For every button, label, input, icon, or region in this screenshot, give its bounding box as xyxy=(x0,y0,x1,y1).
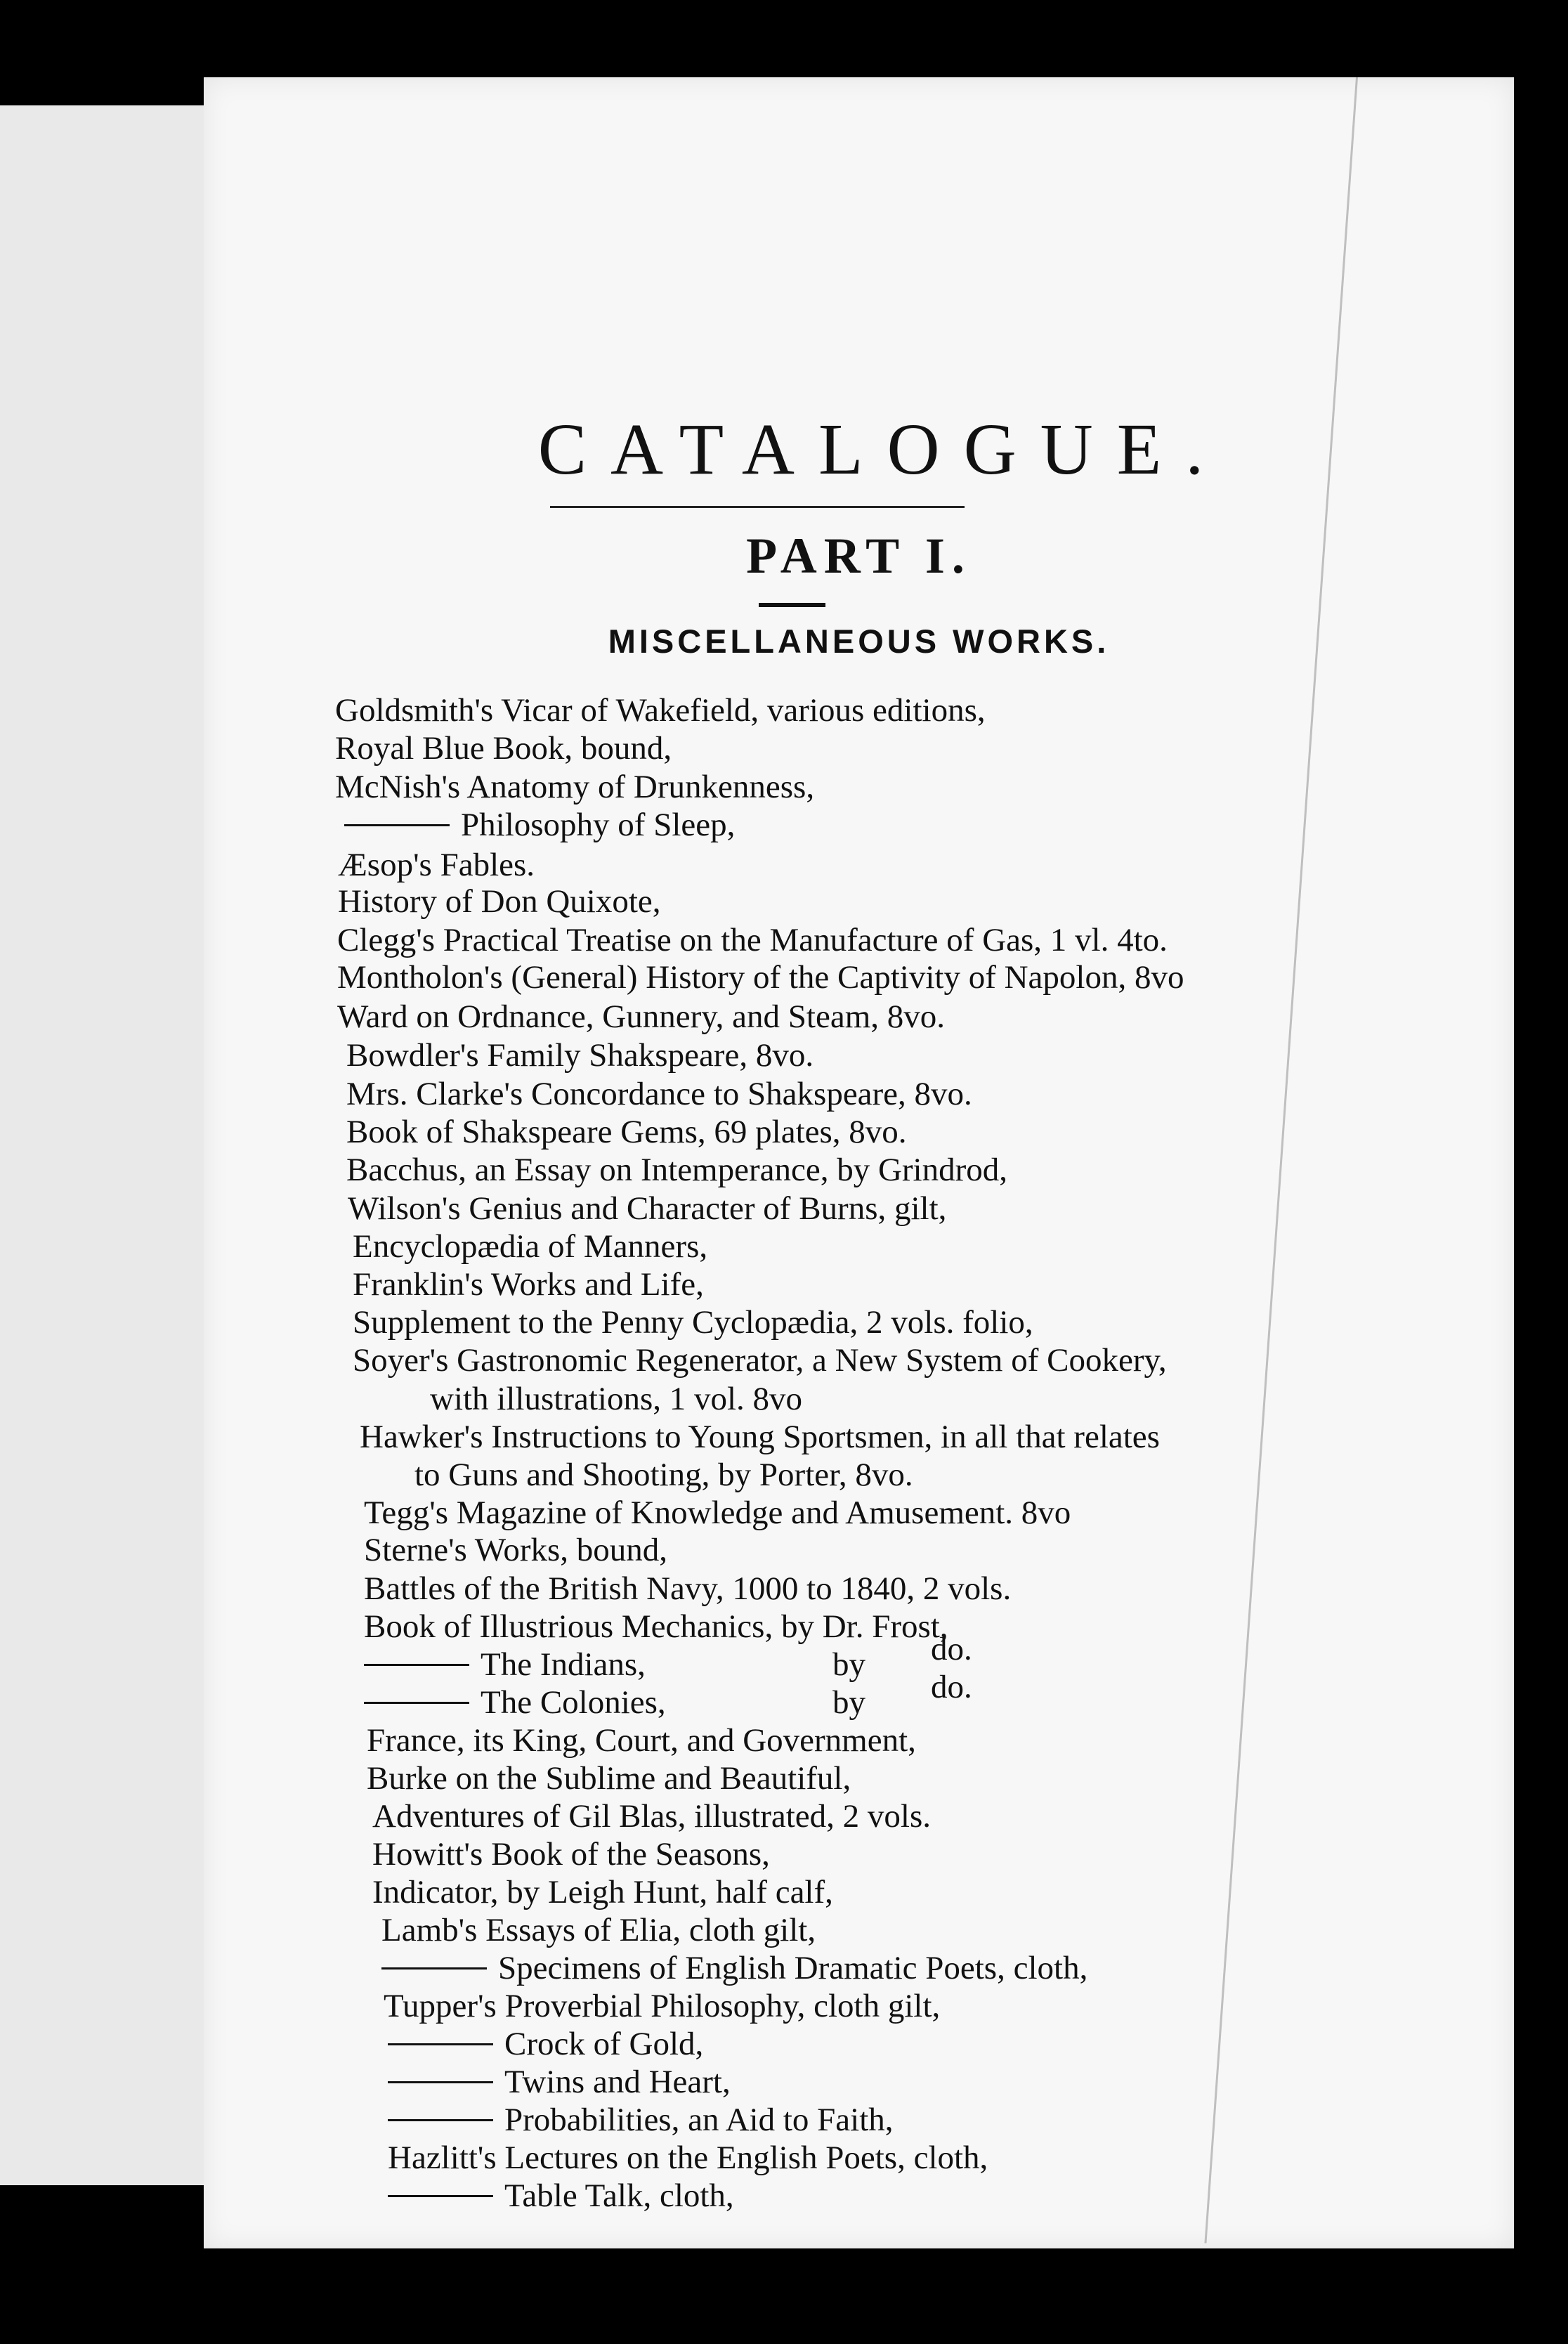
entry-title: The Indians, xyxy=(481,1646,646,1683)
catalogue-entry xyxy=(388,2066,731,2099)
catalogue-title: CATALOGUE. xyxy=(537,409,1228,490)
entry-title: Bowdler's Family Shakspeare, 8vo. xyxy=(346,1037,814,1074)
ditto-dash xyxy=(344,824,450,826)
entry-title: Sterne's Works, bound, xyxy=(364,1532,668,1568)
catalogue-entry xyxy=(353,1268,704,1301)
entry-title: Specimens of English Dramatic Poets, cloth, xyxy=(498,1950,1088,1986)
catalogue-entry xyxy=(335,732,672,765)
entry-title: Burke on the Sublime and Beautiful, xyxy=(367,1760,851,1797)
adjacent-page-edge xyxy=(0,105,207,2185)
catalogue-entry xyxy=(414,1459,913,1492)
catalogue-entry xyxy=(381,1952,1087,1985)
catalogue-entry xyxy=(338,885,661,918)
catalogue-entry xyxy=(388,2177,734,2214)
entry-title: Howitt's Book of the Seasons, xyxy=(372,1836,770,1873)
entry-title: Royal Blue Book, bound, xyxy=(335,730,672,767)
entry-title: Table Talk, cloth, xyxy=(504,2177,734,2214)
catalogue-entry xyxy=(353,1344,1167,1377)
entry-title: McNish's Anatomy of Drunkenness, xyxy=(335,769,815,805)
entry-title: Hawker's Instructions to Young Sportsmen, in all that relates xyxy=(360,1419,1160,1455)
entry-title: Clegg's Practical Treatise on the Manufacture of Gas, 1 vl. 4to. xyxy=(337,922,1168,958)
catalogue-entry xyxy=(381,1914,816,1947)
entry-author-ditto: do. xyxy=(931,1669,972,1705)
entry-author-by: by xyxy=(832,1646,865,1683)
catalogue-entry xyxy=(367,1762,851,1795)
catalogue-entry xyxy=(372,1838,770,1871)
catalogue-entry xyxy=(337,998,946,1035)
catalogue-entry xyxy=(344,809,735,842)
catalogue-entry xyxy=(335,771,814,804)
entry-title: Tupper's Proverbial Philosophy, cloth gilt, xyxy=(384,1988,941,2024)
catalogue-entry xyxy=(430,1383,802,1416)
catalogue-entry xyxy=(364,1497,1071,1530)
ditto-dash xyxy=(364,1702,469,1704)
catalogue-entry xyxy=(364,1686,666,1719)
ditto-dash xyxy=(381,1967,487,1969)
catalogue-entry xyxy=(367,1724,916,1757)
ditto-dash xyxy=(388,2043,493,2045)
catalogue-entry xyxy=(346,1116,907,1149)
catalogue-entry xyxy=(384,1990,940,2023)
entry-title: History of Don Quixote, xyxy=(338,883,661,920)
section-heading: MISCELLANEOUS WORKS. xyxy=(608,623,1110,660)
catalogue-entry xyxy=(364,1570,1012,1607)
catalogue-entry xyxy=(348,1192,946,1225)
entry-author-by: by xyxy=(832,1684,865,1721)
entry-title: Bacchus, an Essay on Intemperance, by Grindrod, xyxy=(346,1152,1008,1188)
entry-title: Book of Illustrious Mechanics, by Dr. Frost, xyxy=(364,1608,948,1645)
entry-title: Encyclopædia of Manners, xyxy=(353,1228,708,1265)
ditto-dash xyxy=(388,2195,493,2197)
ditto-dash xyxy=(364,1664,469,1666)
part-heading: PART I. xyxy=(746,528,972,584)
entry-author-ditto: do. xyxy=(931,1631,972,1667)
entry-title: Wilson's Genius and Character of Burns, gilt, xyxy=(348,1190,947,1227)
catalogue-entry xyxy=(388,2142,988,2175)
catalogue-entry xyxy=(338,849,535,882)
catalogue-entry xyxy=(353,1306,1033,1339)
ditto-dash xyxy=(388,2119,493,2121)
catalogue-entry xyxy=(346,1078,972,1111)
entry-title: Goldsmith's Vicar of Wakefield, various editions, xyxy=(335,692,986,729)
entry-title: Book of Shakspeare Gems, 69 plates, 8vo. xyxy=(346,1114,907,1150)
entry-title: Philosophy of Sleep, xyxy=(461,807,736,843)
title-rule xyxy=(550,506,965,508)
catalogue-entry xyxy=(337,924,1168,957)
entry-title: Twins and Heart, xyxy=(504,2064,731,2100)
entry-title: to Guns and Shooting, by Porter, 8vo. xyxy=(414,1457,913,1493)
catalogue-entry xyxy=(364,1534,667,1567)
entry-title: Supplement to the Penny Cyclopædia, 2 vols. folio, xyxy=(353,1304,1033,1341)
catalogue-entry xyxy=(372,1876,833,1909)
entry-title: Probabilities, an Aid to Faith, xyxy=(504,2102,894,2138)
catalogue-entry xyxy=(388,2028,703,2061)
catalogue-entry xyxy=(337,961,1184,994)
catalogue-entry xyxy=(364,1610,948,1643)
entry-title: Ward on Ordnance, Gunnery, and Steam, 8vo. xyxy=(337,998,946,1035)
entry-title: Montholon's (General) History of the Captivity of Napolon, 8vo xyxy=(337,959,1184,996)
catalogue-entry xyxy=(360,1421,1160,1454)
catalogue-entry xyxy=(353,1230,707,1263)
entry-title: Franklin's Works and Life, xyxy=(353,1266,704,1303)
catalogue-entry xyxy=(388,2104,894,2137)
entry-title: Æsop's Fables. xyxy=(338,847,535,883)
catalogue-entry xyxy=(364,1648,646,1681)
part-rule xyxy=(759,603,825,607)
catalogue-page xyxy=(204,77,1514,2248)
entry-title: Adventures of Gil Blas, illustrated, 2 vols. xyxy=(372,1798,931,1835)
entry-title: Soyer's Gastronomic Regenerator, a New System of Cookery, xyxy=(353,1342,1167,1379)
entry-title: with illustrations, 1 vol. 8vo xyxy=(430,1381,803,1417)
catalogue-entry xyxy=(372,1800,931,1833)
ditto-dash xyxy=(388,2081,493,2083)
entry-title: Mrs. Clarke's Concordance to Shakspeare, 8vo. xyxy=(346,1076,972,1112)
catalogue-entry xyxy=(346,1154,1007,1187)
entry-title: Indicator, by Leigh Hunt, half calf, xyxy=(372,1874,833,1910)
entry-title: Crock of Gold, xyxy=(504,2026,704,2062)
entry-title: Lamb's Essays of Elia, cloth gilt, xyxy=(381,1912,816,1948)
catalogue-entry xyxy=(335,694,986,727)
entry-title: The Colonies, xyxy=(481,1684,666,1721)
entry-title: Hazlitt's Lectures on the English Poets, cloth, xyxy=(388,2140,988,2176)
entry-title: Battles of the British Navy, 1000 to 1840, 2 vols. xyxy=(364,1570,1012,1607)
page-fold-line xyxy=(1204,77,1358,2244)
entry-title: Tegg's Magazine of Knowledge and Amusement. 8vo xyxy=(364,1495,1071,1531)
catalogue-entry xyxy=(346,1039,814,1072)
entry-title: France, its King, Court, and Government, xyxy=(367,1722,916,1759)
